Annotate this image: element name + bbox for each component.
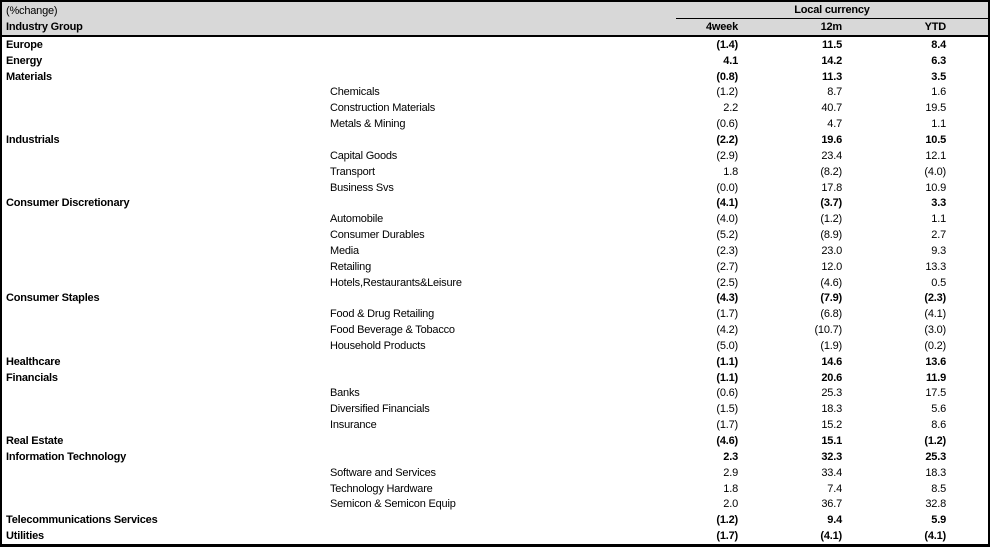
table-row	[2, 180, 988, 196]
table-row	[2, 481, 988, 497]
cell-4week: (5.2)	[716, 229, 738, 242]
cell-ytd: 10.9	[925, 181, 946, 194]
cell-ytd: 3.3	[931, 197, 946, 210]
cell-4week: (4.0)	[716, 213, 738, 226]
table-row	[2, 148, 988, 164]
cell-12m: 32.3	[821, 450, 842, 463]
cell-ytd: 12.1	[925, 149, 946, 162]
row-label: Industrials	[6, 133, 60, 146]
cell-12m: (7.9)	[820, 292, 842, 305]
table-row	[2, 211, 988, 227]
cell-12m: 4.7	[827, 118, 842, 131]
row-label: Construction Materials	[330, 102, 436, 115]
table-row	[2, 259, 988, 275]
cell-ytd: 11.9	[925, 371, 946, 384]
row-label: Capital Goods	[330, 149, 398, 162]
row-label: Financials	[6, 371, 58, 384]
cell-12m: 40.7	[821, 102, 842, 115]
row-label: Consumer Discretionary	[6, 197, 130, 210]
cell-4week: (1.1)	[716, 355, 738, 368]
row-label: Consumer Staples	[6, 292, 100, 305]
cell-ytd: 10.5	[925, 133, 946, 146]
cell-4week: (1.7)	[716, 530, 738, 543]
cell-12m: (10.7)	[814, 324, 842, 337]
cell-12m: 11.3	[821, 70, 842, 83]
table-row	[2, 69, 988, 85]
cell-4week: (1.5)	[716, 403, 738, 416]
cell-12m: 14.6	[821, 355, 842, 368]
cell-12m: 18.3	[821, 403, 842, 416]
cell-ytd: 6.3	[931, 54, 946, 67]
cell-4week: (1.4)	[716, 38, 738, 51]
cell-ytd: 25.3	[925, 450, 946, 463]
cell-4week: (1.7)	[716, 419, 738, 432]
row-label: Telecommunications Services	[6, 514, 158, 527]
cell-4week: (0.8)	[716, 70, 738, 83]
cell-ytd: (0.2)	[924, 339, 946, 352]
cell-12m: 36.7	[821, 498, 842, 511]
row-label: Retailing	[330, 260, 372, 273]
cell-ytd: 8.4	[931, 38, 946, 51]
row-label: Energy	[6, 54, 43, 67]
cell-12m: (6.8)	[820, 308, 842, 321]
cell-4week: 1.8	[723, 482, 738, 495]
cell-ytd: 1.6	[931, 86, 946, 99]
table-row	[2, 100, 988, 116]
cell-4week: (0.0)	[716, 181, 738, 194]
cell-12m: 20.6	[821, 371, 842, 384]
column-header-ytd: YTD	[924, 21, 946, 33]
table-row	[2, 85, 988, 101]
row-label: Automobile	[330, 213, 384, 226]
cell-12m: 7.4	[827, 482, 842, 495]
row-label: Banks	[330, 387, 360, 400]
table-row	[2, 512, 988, 528]
table-row	[2, 195, 988, 211]
cell-4week: 2.0	[723, 498, 738, 511]
cell-ytd: (4.1)	[924, 530, 946, 543]
table-row	[2, 417, 988, 433]
cell-4week: (4.2)	[716, 324, 738, 337]
numeric-column-headers	[676, 21, 988, 33]
cell-4week: 1.8	[723, 165, 738, 178]
table-row	[2, 322, 988, 338]
cell-12m: 15.1	[821, 435, 842, 448]
row-label: Consumer Durables	[330, 229, 425, 242]
row-label: Europe	[6, 38, 43, 51]
cell-4week: (0.6)	[716, 387, 738, 400]
cell-ytd: 3.5	[931, 70, 946, 83]
row-label: Diversified Financials	[330, 403, 430, 416]
row-label: Utilities	[6, 530, 44, 543]
header-row-units	[2, 2, 988, 19]
table-row	[2, 370, 988, 386]
table-row	[2, 338, 988, 354]
row-label: Food & Drug Retailing	[330, 308, 435, 321]
cell-12m: (8.9)	[820, 229, 842, 242]
local-currency-header	[676, 2, 988, 19]
cell-12m: 9.4	[827, 514, 842, 527]
cell-ytd: 19.5	[925, 102, 946, 115]
cell-ytd: (4.0)	[924, 165, 946, 178]
row-label: Hotels,Restaurants&Leisure	[330, 276, 462, 289]
cell-4week: (1.7)	[716, 308, 738, 321]
cell-4week: (4.6)	[716, 435, 738, 448]
cell-4week: (1.1)	[716, 371, 738, 384]
cell-4week: 2.3	[723, 450, 738, 463]
cell-ytd: 0.5	[931, 276, 946, 289]
row-label: Insurance	[330, 419, 377, 432]
table-header	[2, 2, 988, 37]
row-label: Business Svs	[330, 181, 394, 194]
cell-4week: (4.3)	[716, 292, 738, 305]
cell-12m: (3.7)	[820, 197, 842, 210]
cell-4week: (2.9)	[716, 149, 738, 162]
cell-12m: 11.5	[821, 38, 842, 51]
row-label: Transport	[330, 165, 375, 178]
cell-4week: (2.7)	[716, 260, 738, 273]
cell-4week: (4.1)	[716, 197, 738, 210]
row-label: Real Estate	[6, 435, 64, 448]
cell-12m: 15.2	[821, 419, 842, 432]
table-row	[2, 465, 988, 481]
cell-12m: (1.2)	[820, 213, 842, 226]
column-header-4week: 4week	[705, 21, 738, 33]
cell-ytd: (2.3)	[924, 292, 946, 305]
table-row	[2, 433, 988, 449]
cell-4week: 2.9	[723, 466, 738, 479]
cell-4week: (5.0)	[716, 339, 738, 352]
cell-4week: (0.6)	[716, 118, 738, 131]
cell-12m: (4.6)	[820, 276, 842, 289]
table-row	[2, 116, 988, 132]
cell-12m: 14.2	[821, 54, 842, 67]
table-row	[2, 164, 988, 180]
cell-ytd: (4.1)	[924, 308, 946, 321]
cell-ytd: 13.3	[925, 260, 946, 273]
header-row-columns	[2, 19, 988, 35]
row-label: Semicon & Semicon Equip	[330, 498, 456, 511]
cell-ytd: 2.7	[931, 229, 946, 242]
cell-12m: 23.4	[821, 149, 842, 162]
row-label: Household Products	[330, 339, 426, 352]
cell-ytd: 1.1	[931, 118, 946, 131]
cell-4week: (2.5)	[716, 276, 738, 289]
cell-12m: 25.3	[821, 387, 842, 400]
table-row	[2, 275, 988, 291]
cell-ytd: 32.8	[925, 498, 946, 511]
row-label: Chemicals	[330, 86, 380, 99]
cell-4week: (1.2)	[716, 514, 738, 527]
table-row	[2, 132, 988, 148]
row-label: Technology Hardware	[330, 482, 433, 495]
cell-4week: (2.2)	[716, 133, 738, 146]
row-label: Media	[330, 244, 359, 257]
row-label: Software and Services	[330, 466, 436, 479]
cell-4week: (1.2)	[716, 86, 738, 99]
local-currency-label: Local currency	[794, 4, 870, 16]
cell-12m: (4.1)	[820, 530, 842, 543]
cell-12m: 12.0	[821, 260, 842, 273]
row-label: Food Beverage & Tobacco	[330, 324, 455, 337]
cell-ytd: 9.3	[931, 244, 946, 257]
cell-ytd: 17.5	[925, 387, 946, 400]
table-row	[2, 386, 988, 402]
row-label: Information Technology	[6, 450, 127, 463]
industry-group-header: Industry Group	[6, 21, 83, 33]
cell-ytd: 5.9	[931, 514, 946, 527]
cell-ytd: 8.6	[931, 419, 946, 432]
column-header-12m: 12m	[820, 21, 842, 33]
cell-ytd: 5.6	[931, 403, 946, 416]
cell-12m: (1.9)	[820, 339, 842, 352]
cell-12m: 19.6	[821, 133, 842, 146]
cell-12m: 8.7	[827, 86, 842, 99]
table-row	[2, 243, 988, 259]
cell-ytd: 8.5	[931, 482, 946, 495]
cell-ytd: (3.0)	[924, 324, 946, 337]
table-row	[2, 53, 988, 69]
row-label: Metals & Mining	[330, 118, 406, 131]
cell-12m: (8.2)	[820, 165, 842, 178]
cell-ytd: 13.6	[925, 355, 946, 368]
row-label: Healthcare	[6, 355, 61, 368]
cell-ytd: (1.2)	[924, 435, 946, 448]
cell-12m: 33.4	[821, 466, 842, 479]
table-row	[2, 306, 988, 322]
table-row	[2, 528, 988, 544]
table-row	[2, 401, 988, 417]
cell-ytd: 18.3	[925, 466, 946, 479]
table-row	[2, 37, 988, 53]
row-label: Materials	[6, 70, 52, 83]
cell-12m: 17.8	[821, 181, 842, 194]
cell-12m: 23.0	[821, 244, 842, 257]
table-row	[2, 291, 988, 307]
table-row	[2, 449, 988, 465]
percent-change-label: (%change)	[6, 4, 58, 17]
cell-4week: (2.3)	[716, 244, 738, 257]
cell-4week: 2.2	[723, 102, 738, 115]
table-row	[2, 354, 988, 370]
table-body	[2, 37, 988, 544]
table-row	[2, 496, 988, 512]
cell-4week: 4.1	[723, 54, 738, 67]
table-row	[2, 227, 988, 243]
cell-ytd: 1.1	[931, 213, 946, 226]
